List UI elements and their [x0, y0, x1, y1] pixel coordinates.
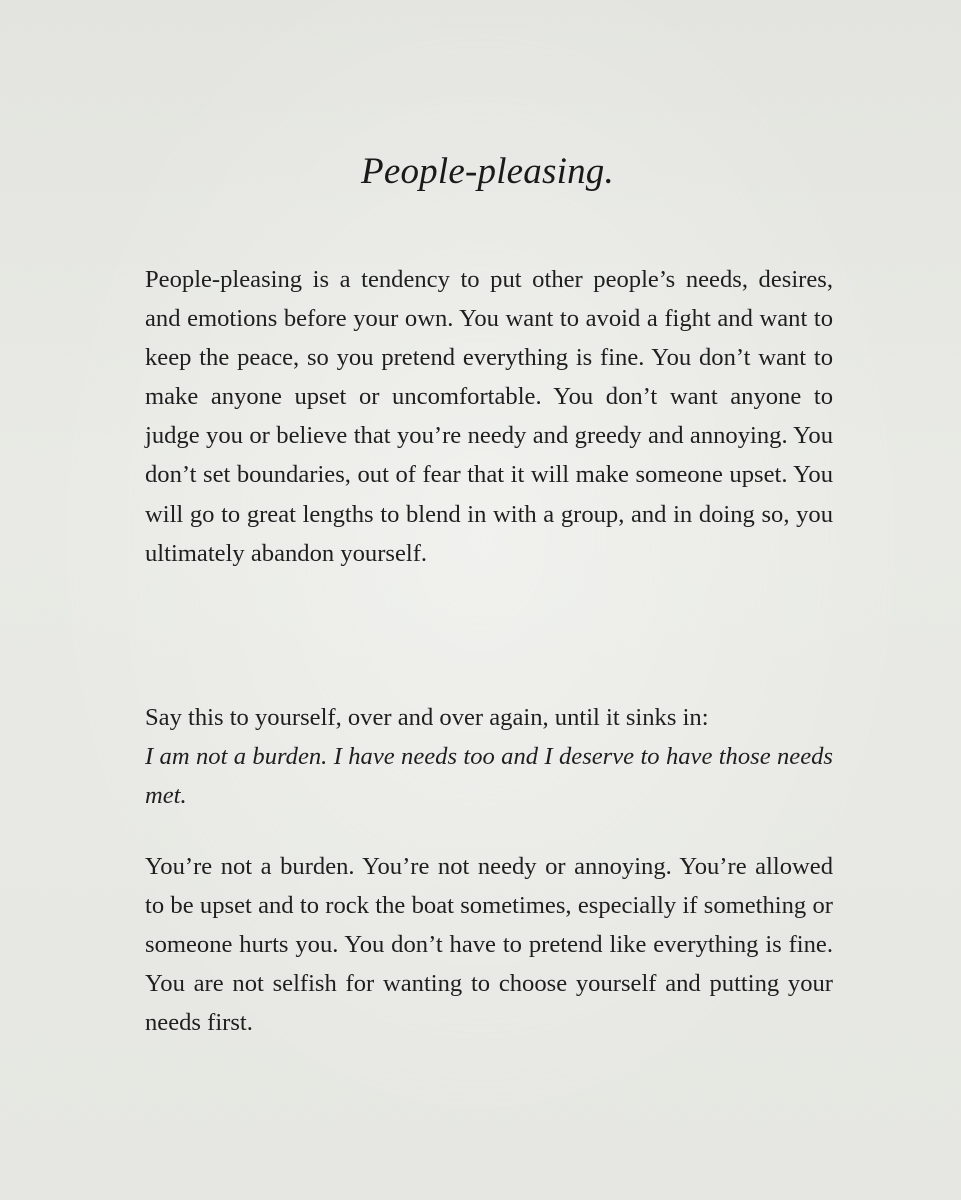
paragraph-reassurance: You’re not a burden. You’re not needy or annoying. You’re allowed to be upset and to rock the boat sometimes, especially if something or someone hurts you. You don’t have to pretend like everything is fine. You are not selfish for wanting to choose yourself and putting your needs first.	[145, 853, 833, 1037]
affirmation-intro: Say this to yourself, over and over again, until it sinks in:	[145, 704, 709, 731]
paragraph-affirmation	[145, 698, 833, 815]
affirmation-text: I am not a burden. I have needs too and I deserve to have those needs met.	[145, 743, 833, 810]
paragraph-people-pleasing-definition: People-pleasing is a tendency to put other people’s needs, desires, and emotions before your own. You want to avoid a fight and want to keep the peace, so you pretend everything is fine. You don’t want to make anyone upset or uncomfortable. You don’t want anyone to judge you or believe that you’re needy and greedy and annoying. You don’t set boundaries, out of fear that it will make someone upset. You will go to great lengths to blend in with a group, and in doing so, you ultimately abandon yourself.	[145, 266, 833, 567]
page-title: People-pleasing.	[361, 151, 614, 192]
